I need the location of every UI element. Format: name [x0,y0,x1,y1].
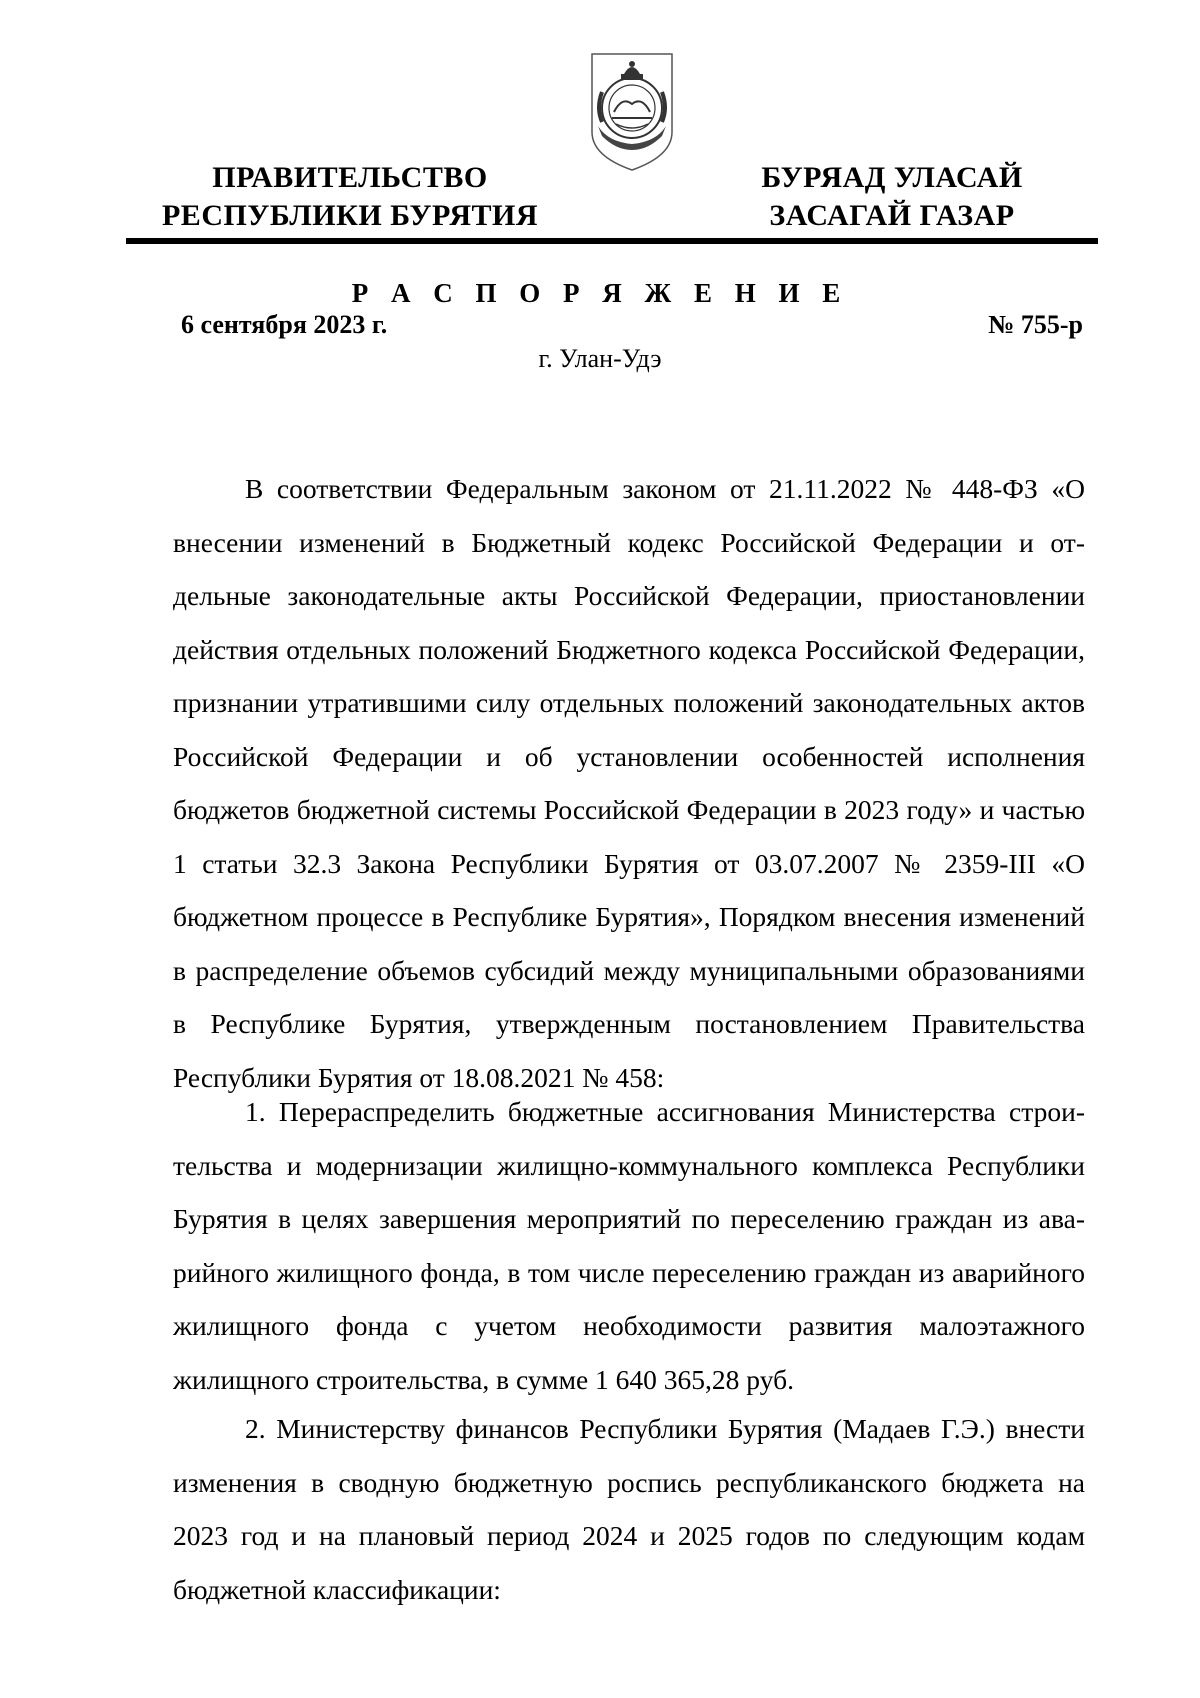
item-1-block [173,1085,1085,1406]
header-divider [126,238,1098,244]
org-line: ЗАСАГАЙ ГАЗАР [769,199,1015,232]
government-name-buryat [742,159,1042,235]
item-2-paragraph: 2. Министерству финансов Республики Бурятия (Мадаев Г.Э.) внести изменения в сводную бюджетную роспись республиканского бюджета на 2023 год и на плановый период 2024 и 2025 годов по следующим кодам бюджетной классификации: [173,1413,1085,1605]
item-1-paragraph: 1. Перераспределить бюджетные ассигнования Министерства строительства и модернизации жилищно-коммунального комплекса Республики Бурятия в целях завершения мероприятий по переселению граждан из аварийного жилищного фонда, в том числе переселению граждан из аварийного жилищного фонда с учетом необходимости развития малоэтажного жилищного строительства, в сумме 1 640 365,28 руб. [173,1096,1085,1395]
org-line: БУРЯАД УЛАСАЙ [761,161,1023,194]
org-line: ПРАВИТЕЛЬСТВО [212,161,488,194]
government-name-russian [160,159,540,235]
item-2-block [173,1402,1085,1616]
document-city: г. Улан-Удэ [538,344,662,373]
document-date: 6 сентября 2023 г. [181,310,388,339]
preamble-block [173,462,1085,1104]
document-type: Р А С П О Р Я Ж Е Н И Е [351,278,849,308]
org-line: РЕСПУБЛИКИ БУРЯТИЯ [161,199,539,232]
document-number: № 755-р [988,310,1083,339]
buryatia-coat-of-arms-icon [588,52,676,172]
preamble-paragraph: В соответствии Федеральным законом от 21.11.2022 № 448-ФЗ «О внесении изменений в Бюджетный кодекс Российской Федерации и отдельные законодательные акты Российской Федерации, приостановлении действия отдельных положений Бюджетного кодекса Российской Федерации, признании утратившими силу отдельных положений законодательных актов Российской Федерации и об установлении особенностей исполнения бюджетов бюджетной системы Российской Федерации в 2023 году» и частью 1 статьи 32.3 Закона Республики Бурятия от 03.07.2007 № 2359-III «О бюджетном процессе в Республике Бурятия», Порядком внесения изменений в распределение объемов субсидий между муниципальными образованиями в Республике Бурятия, утвержденным постановлением Правительства Республики Бурятия от 18.08.2021 № 458: [173,473,1085,1093]
